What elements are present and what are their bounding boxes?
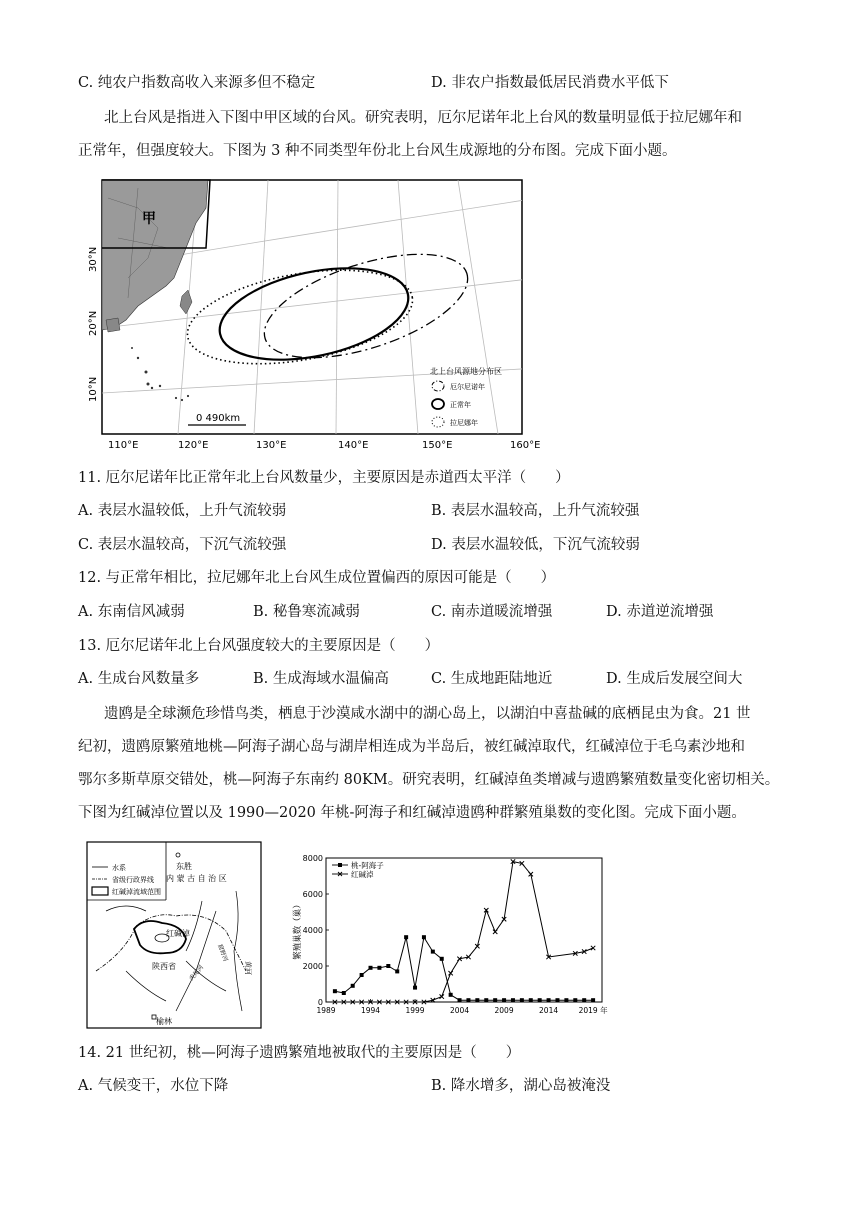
x-tick-label: 2004 [450,1006,470,1015]
y-tick-label: 4000 [302,926,323,935]
q14-option-b[interactable]: B. 降水增多，湖心岛被淹没 [431,1078,611,1094]
lon-label-130: 130°E [256,440,287,451]
scale-label: 0 490km [196,413,241,424]
passage1-line2: 正常年，但强度较大。下图为 3 种不同类型年份北上台风生成源地的分布图。完成下面小题。 [78,143,677,159]
passage2-line2: 纪初，遗鸥原繁殖地桃—阿海子湖心岛与湖岸相连成为半岛后，被红碱淖取代，红碱淖位于毛乌素沙地和 [78,739,745,755]
x-tick-label: 1999 [405,1006,425,1015]
data-point-taoahaizi [493,998,497,1002]
map2-label-yulin: 榆林 [156,1017,172,1026]
series-line-taoahaizi [335,937,593,1000]
region-jia-label: 甲 [142,211,156,227]
data-point-taoahaizi [369,966,373,970]
q11-option-d[interactable]: D. 表层水温较低，下沉气流较弱 [431,537,640,553]
lon-label-110: 110°E [108,440,139,451]
chart-frame [326,858,602,1002]
q11-option-b[interactable]: B. 表层水温较高，上升气流较强 [431,503,640,519]
lon-label-120: 120°E [178,440,209,451]
data-point-taoahaizi [422,935,426,939]
data-point-taoahaizi [377,966,381,970]
lon-label-150: 150°E [422,440,453,451]
typhoon-source-map [78,178,548,454]
y-tick-label: 0 [317,998,323,1007]
map2-legend-river: 水系 [112,864,126,872]
data-point-taoahaizi [529,998,533,1002]
q11-stem: 11. 厄尔尼诺年比正常年北上台风数量少，主要原因是赤道西太平洋（ ） [78,470,570,486]
q12-option-c[interactable]: C. 南赤道暖流增强 [431,604,553,620]
q12-option-a[interactable]: A. 东南信风减弱 [78,604,185,620]
y-tick-label: 2000 [302,962,323,971]
q11-option-a[interactable]: A. 表层水温较低，上升气流较弱 [78,503,287,519]
data-point-taoahaizi [582,998,586,1002]
map2-label-hongjiannao: 红碱淖 [166,929,190,938]
q13-option-c[interactable]: C. 生成地距陆地近 [431,671,553,687]
data-point-taoahaizi [449,993,453,997]
data-point-taoahaizi [466,998,470,1002]
map2-label-neimenggu: 内 蒙 古 自 治 区 [166,874,227,883]
legend-label: 桃-阿海子 [351,861,384,870]
q12-option-b[interactable]: B. 秘鲁寒流减弱 [253,604,360,620]
data-point-taoahaizi [333,989,337,993]
q14-stem: 14. 21 世纪初，桃—阿海子遗鸥繁殖地被取代的主要原因是（ ） [78,1045,521,1061]
data-point-taoahaizi [520,998,524,1002]
lat-label-30: 30°N [88,246,99,272]
x-tick-label: 2014 [539,1006,559,1015]
data-point-taoahaizi [475,998,479,1002]
data-point-taoahaizi [440,957,444,961]
q13-option-d[interactable]: D. 生成后发展空间大 [606,671,743,687]
data-point-taoahaizi [395,969,399,973]
data-point-taoahaizi [431,950,435,954]
y-tick-label: 6000 [302,890,323,899]
y-axis-label: 繁殖巢数（巢） [293,900,303,960]
data-point-taoahaizi [413,986,417,990]
data-point-hongjiannao [440,994,444,998]
lon-label-160: 160°E [510,440,541,451]
data-point-taoahaizi [404,935,408,939]
data-point-hongjiannao [493,930,497,934]
q13-option-a[interactable]: A. 生成台风数量多 [78,671,200,687]
x-tick-label: 1989 [316,1006,336,1015]
legend-label: 红碱淖 [351,870,374,879]
data-point-taoahaizi [555,998,559,1002]
map2-label-kuyehe: 窟野河 [216,943,229,963]
data-point-taoahaizi [484,998,488,1002]
map2-label-shaanxi: 陕西省 [152,962,176,971]
lon-label-140: 140°E [338,440,369,451]
data-point-taoahaizi [591,998,595,1002]
data-point-hongjiannao [591,946,595,950]
map2-label-dongsheng: 东胜 [176,862,192,871]
x-tick-label: 2009 [494,1006,514,1015]
lat-label-10: 10°N [88,376,99,402]
data-point-taoahaizi [458,998,462,1002]
legend-item-normal: 正常年 [450,401,471,409]
passage2-line3: 鄂尔多斯草原交错处，桃—阿海子东南约 80KM。研究表明，红碱淖鱼类增减与遗鸥繁殖数量变化密切相关。 [78,772,780,788]
hongjiannao-location-map [86,841,262,1031]
map2-legend-basin: 红碱淖流域范围 [112,888,161,896]
lat-label-20: 20°N [88,310,99,336]
legend-marker [338,863,342,867]
data-point-taoahaizi [564,998,568,1002]
data-point-taoahaizi [360,973,364,977]
x-tick-label: 2019 年 [578,1006,608,1015]
series-line-hongjiannao [335,862,593,1002]
q12-stem: 12. 与正常年相比，拉尼娜年北上台风生成位置偏西的原因可能是（ ） [78,570,556,586]
option-d-prev: D. 非农户指数最低居民消费水平低下 [431,75,669,91]
q13-stem: 13. 厄尔尼诺年北上台风强度较大的主要原因是（ ） [78,638,440,654]
data-point-taoahaizi [573,998,577,1002]
q12-option-d[interactable]: D. 赤道逆流增强 [606,604,714,620]
legend-item-elnino: 厄尔尼诺年 [450,383,485,391]
map2-legend-boundary: 省级行政界线 [112,876,154,884]
map2-label-huanghe: 黄河 [244,961,252,975]
data-point-taoahaizi [386,964,390,968]
q13-option-b[interactable]: B. 生成海域水温偏高 [253,671,389,687]
map2-label-tuoweihe: 秃尾河 [188,963,206,983]
y-tick-label: 8000 [302,854,323,863]
passage2-line4: 下图为红碱淖位置以及 1990—2020 年桃-阿海子和红碱淖遗鸥种群繁殖巢数的变化图。完成下面小题。 [78,805,746,821]
data-point-taoahaizi [511,998,515,1002]
data-point-hongjiannao [448,971,452,975]
data-point-taoahaizi [351,984,355,988]
data-point-taoahaizi [342,991,346,995]
passage1-line1: 北上台风是指进入下图中甲区域的台风。研究表明，厄尔尼诺年北上台风的数量明显低于拉尼娜年和 [104,110,742,126]
nest-count-chart [290,852,610,1030]
q14-option-a[interactable]: A. 气候变干，水位下降 [78,1078,229,1094]
legend-title: 北上台风源地分布区 [430,367,502,376]
data-point-taoahaizi [502,998,506,1002]
legend-item-lanina: 拉尼娜年 [450,419,478,427]
passage2-line1: 遗鸥是全球濒危珍惜鸟类，栖息于沙漠咸水湖中的湖心岛上，以湖泊中喜盐碱的底栖昆虫为食。21 世 [104,706,751,722]
option-c-prev: C. 纯农户指数高收入来源多但不稳定 [78,75,316,91]
data-point-taoahaizi [538,998,542,1002]
q11-option-c[interactable]: C. 表层水温较高，下沉气流较强 [78,537,287,553]
x-tick-label: 1994 [360,1006,381,1015]
data-point-taoahaizi [547,998,551,1002]
